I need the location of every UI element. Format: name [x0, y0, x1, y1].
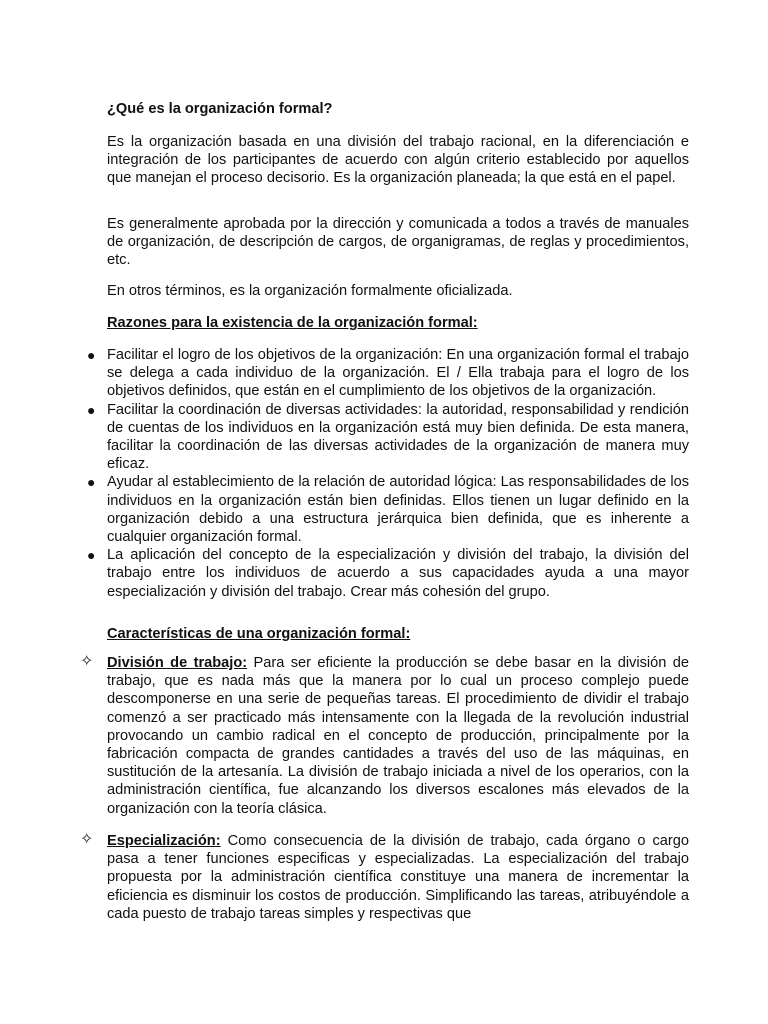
- list-item: ● Facilitar el logro de los objetivos de la organización: En una organización formal el trabajo se delega a cada individuo de la organización. El / Ella trabaja para el logro de los objetivos definidos, que están en el cumplimiento de los objetivos de la organización.: [87, 347, 689, 400]
- section1-paragraph-1: Es la organización basada en una división del trabajo racional, en la diferenciación e integración de los participantes de acuerdo con algún criterio establecido por aquellos que manejan el proceso decisorio. Es la organización planeada; la que está en el papel.: [107, 134, 689, 187]
- list-item: ✧ Especialización: Como consecuencia de la división de trabajo, cada órgano o cargo pasa a tener funciones especificas y especializadas. La especialización del trabajo propuesta por la administración científica constituye una manera de incrementar la eficiencia es disminuir los costos de producción. Simplificando las tareas, atribuyéndole a cada puesto de trabajo tareas simples y respectivas que: [80, 831, 689, 922]
- bullet-icon: ●: [87, 401, 96, 418]
- section1-paragraph-2: Es generalmente aprobada por la dirección y comunicada a todos a través de manuales de organización, de descripción de cargos, de organigramas, de reglas y procedimientos, etc.: [107, 216, 689, 269]
- list-item: ● La aplicación del concepto de la especialización y división del trabajo, la división del trabajo entre los individuos de acuerdo a sus capacidades ayuda a una mayor especialización y división del trabajo. Crear más cohesión del grupo.: [87, 547, 689, 600]
- reasons-list: [87, 346, 689, 601]
- section3-title: Características de una organización formal:: [107, 626, 411, 642]
- bullet-icon: ●: [87, 547, 96, 564]
- section2-title: Razones para la existencia de la organización formal:: [107, 315, 478, 331]
- diamond-bullet-icon: ✧: [80, 831, 94, 848]
- diamond-bullet-icon: ✧: [80, 653, 94, 670]
- list-item: ● Ayudar al establecimiento de la relación de autoridad lógica: Las responsabilidades de los individuos en la organización están bien definidas. Ellos tienen un lugar definido en la organización debido a una estructura jerárquica bien definida, que es inherente a cualquier organización formal.: [87, 474, 689, 546]
- section1-title: ¿Qué es la organización formal?: [107, 101, 333, 117]
- section1-paragraph-3: En otros términos, es la organización formalmente oficializada.: [107, 283, 513, 299]
- bullet-icon: ●: [87, 474, 96, 491]
- list-item: ● Facilitar la coordinación de diversas actividades: la autoridad, responsabilidad y rendición de cuentas de los individuos en la organización está muy bien definida. De esta manera, facilitar la coordinación de las diversas actividades de la organización de manera muy eficaz.: [87, 401, 689, 473]
- bullet-icon: ●: [87, 347, 96, 363]
- list-item: ✧ División de trabajo: Para ser eficiente la producción se debe basar en la división de trabajo, que es nada más que la manera por lo cual un proceso complejo puede descomponerse en una serie de pequeñas tareas. El procedimiento de dividir el trabajo comenzó a ser practicado más intensamente con la llegada de la revolución industrial provocando un cambio radical en el concepto de producción, principalmente por la fabricación compacta de grandes cantidades a través del uso de las máquinas, en sustitución de la artesanía. La división de trabajo iniciada a nivel de los operarios, con la administración científica, fue alcanzando los diversos escalones más elevados de la organización con la teoría clásica.: [80, 653, 690, 817]
